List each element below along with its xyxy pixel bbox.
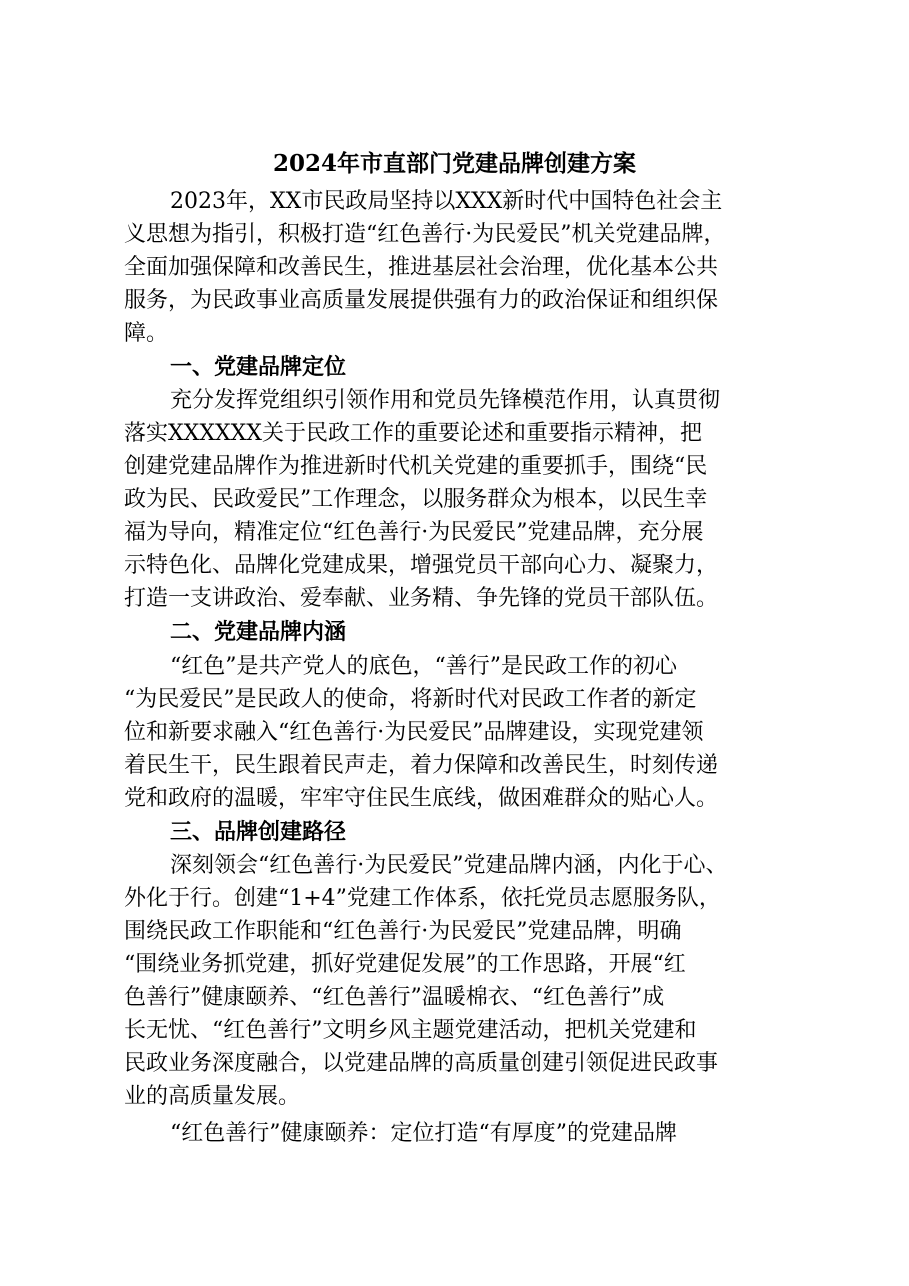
section-3-line-3: 围绕民政工作职能和“红色善行·为民爱民”党建品牌，明确 (124, 919, 682, 944)
section-2-line-5: 党和政府的温暖，牢牢守住民生底线，做困难群众的贴心人。 (124, 786, 719, 811)
section-1-heading: 一、党建品牌定位 (170, 355, 347, 380)
section-3-line-8: 业的高质量发展。 (124, 1084, 301, 1109)
section-2-line-2: “为民爱民”是民政人的使命，将新时代对民政工作者的新定 (124, 687, 697, 712)
section-3-line-7: 民政业务深度融合，以党建品牌的高质量创建引领促进民政事 (124, 1051, 719, 1076)
section-2-line-1: “红色”是共产党人的底色，“善行”是民政工作的初心 (170, 654, 677, 679)
section-3-line-1: 深刻领会“红色善行·为民爱民”党建品牌内涵，内化于心、 (170, 853, 728, 878)
intro-line-2: 义思想为指引，积极打造“红色善行·为民爱民”机关党建品牌， (124, 222, 726, 247)
section-1-line-5: 福为导向，精准定位“红色善行·为民爱民”党建品牌，充分展 (124, 520, 704, 545)
section-2-line-4: 着民生干，民生跟着民声走，着力保障和改善民生，时刻传递 (124, 753, 719, 778)
section-1-line-2: 落实XXXXXX关于民政工作的重要论述和重要指示精神，把 (124, 421, 702, 446)
intro-line-1: 2023年，XX市民政局坚持以XXX新时代中国特色社会主 (170, 189, 723, 214)
document-title: 2024年市直部门党建品牌创建方案 (272, 150, 636, 177)
section-3-line-6: 长无忧、“红色善行”文明乡风主题党建活动，把机关党建和 (124, 1018, 697, 1043)
section-3-heading: 三、品牌创建路径 (170, 820, 347, 845)
intro-line-4: 服务，为民政事业高质量发展提供强有力的政治保证和组织保 (124, 288, 719, 313)
section-1-line-7: 打造一支讲政治、爱奉献、业务精、争先锋的党员干部队伍。 (124, 586, 719, 611)
section-1-line-3: 创建党建品牌作为推进新时代机关党建的重要抓手，围绕“民 (124, 454, 708, 479)
section-3-line-2: 外化于行。创建“1+4”党建工作体系，依托党员志愿服务队， (124, 886, 721, 911)
section-1-line-1: 充分发挥党组织引领作用和党员先锋模范作用，认真贯彻 (170, 388, 721, 413)
intro-line-5: 障。 (124, 321, 169, 346)
intro-line-3: 全面加强保障和改善民生，推进基层社会治理，优化基本公共 (124, 255, 719, 280)
section-2-line-3: 位和新要求融入“红色善行·为民爱民”品牌建设，实现党建领 (124, 720, 704, 745)
section-3-line-4: “围绕业务抓党建，抓好党建促发展”的工作思路，开展“红 (124, 952, 686, 977)
section-3-line-5: 色善行”健康颐养、“红色善行”温暖棉衣、“红色善行”成 (124, 985, 665, 1010)
section-1-line-4: 政为民、民政爱民”工作理念，以服务群众为根本，以民生幸 (124, 487, 708, 512)
section-2-heading: 二、党建品牌内涵 (170, 620, 347, 645)
section-1-line-6: 示特色化、品牌化党建成果，增强党员干部向心力、凝聚力， (124, 553, 719, 578)
section-3-next-paragraph: “红色善行”健康颐养：定位打造“有厚度”的党建品牌 (170, 1121, 677, 1146)
